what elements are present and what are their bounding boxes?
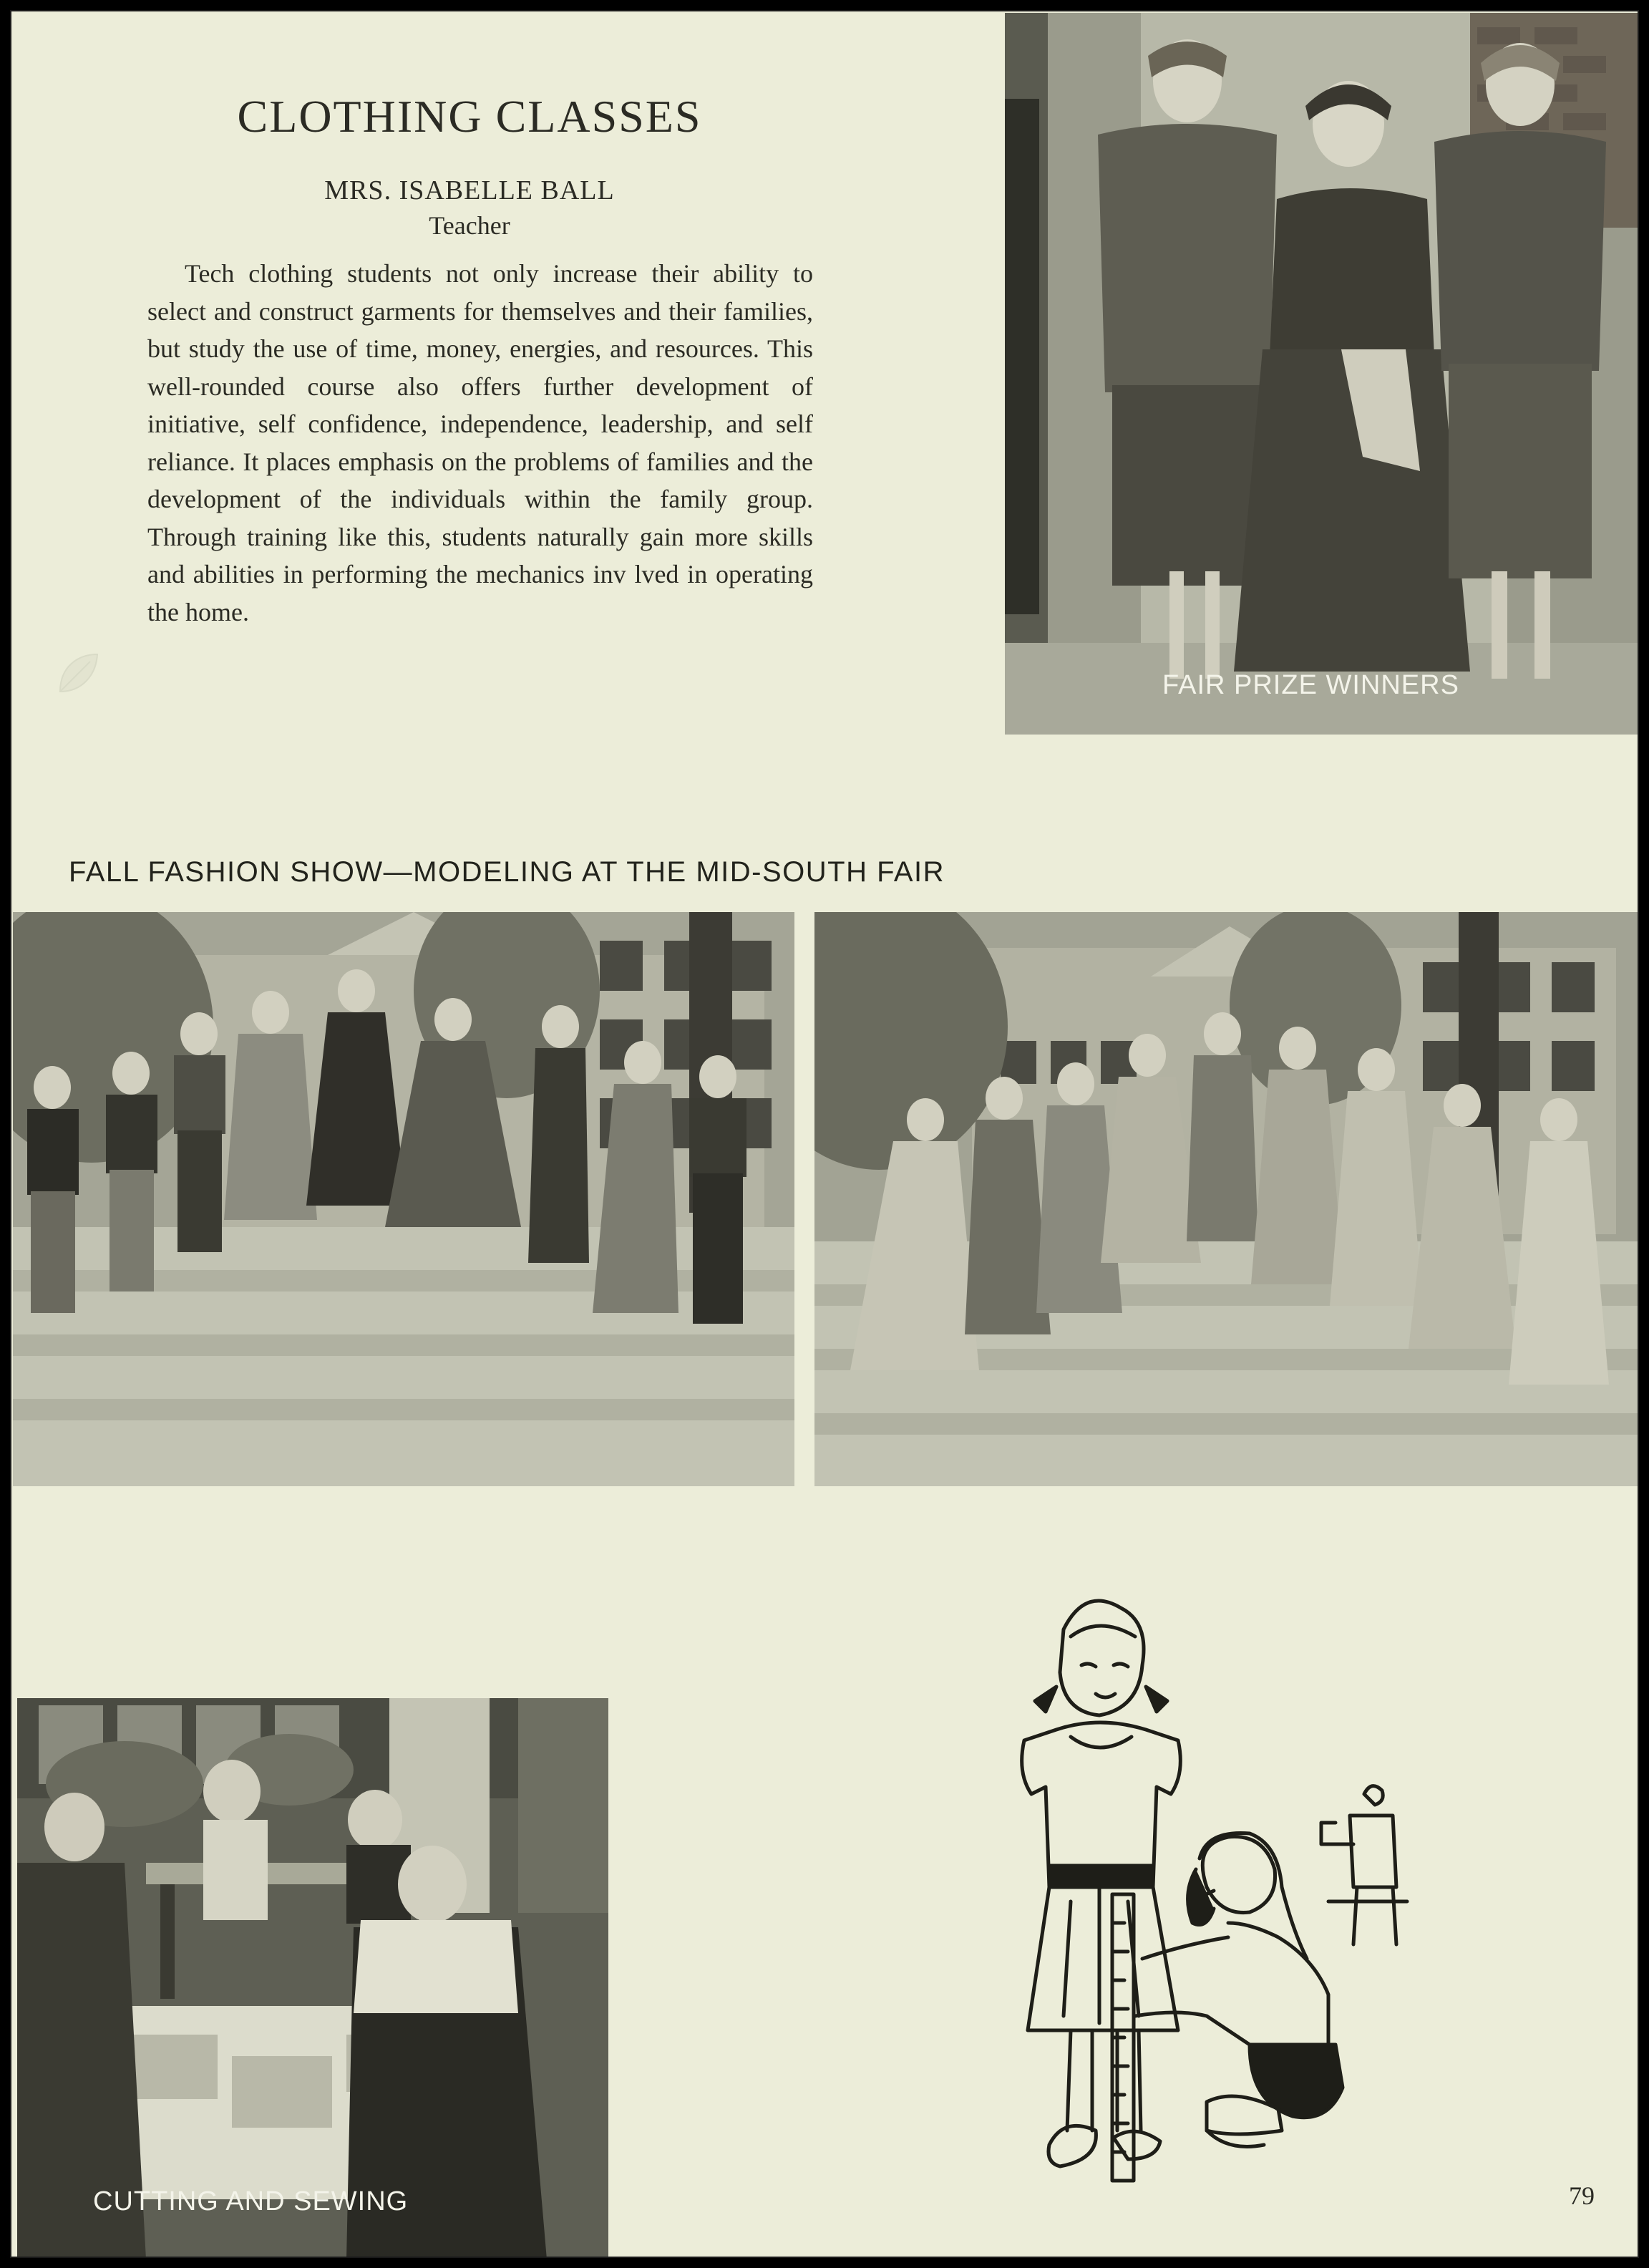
teacher-name: MRS. ISABELLE BALL: [324, 175, 615, 205]
fair-prize-image: [1005, 13, 1639, 735]
fashion-show-heading: FALL FASHION SHOW—MODELING AT THE MID-SOUTH FAIR: [69, 856, 945, 888]
page-number: 79: [1569, 2181, 1595, 2210]
leaf-icon: [53, 649, 103, 699]
fashion-show-left-image: [13, 912, 794, 1486]
measuring-illustration: [992, 1586, 1421, 2216]
fair-prize-caption: FAIR PRIZE WINNERS: [1162, 670, 1459, 700]
fashion-show-photo-left: [13, 912, 794, 1486]
fashion-show-right-image: [814, 912, 1639, 1486]
course-description: Tech clothing students not only increase their ability to select and construct garments for themselves and their families, but study the use of time, money, energies, and resources. This well-rounded course also offers further development of initiative, self confidence, independence, leadership, and self reliance. It places emphasis on the problems of families and the development of the individuals within the family group. Through training like this, students naturally gain more skills and abilities in performing the mechanics inv lved in operating the home.: [147, 259, 813, 626]
fair-prize-photo: [1005, 13, 1639, 735]
yearbook-page: [10, 10, 1639, 2258]
cutting-sewing-photo: [17, 1698, 608, 2258]
fashion-show-photo-right: [814, 912, 1639, 1486]
teacher-role: Teacher: [429, 211, 510, 240]
page-title: CLOTHING CLASSES: [237, 91, 702, 142]
cutting-sewing-caption: CUTTING AND SEWING: [93, 2186, 409, 2216]
cutting-sewing-image: [17, 1698, 608, 2258]
